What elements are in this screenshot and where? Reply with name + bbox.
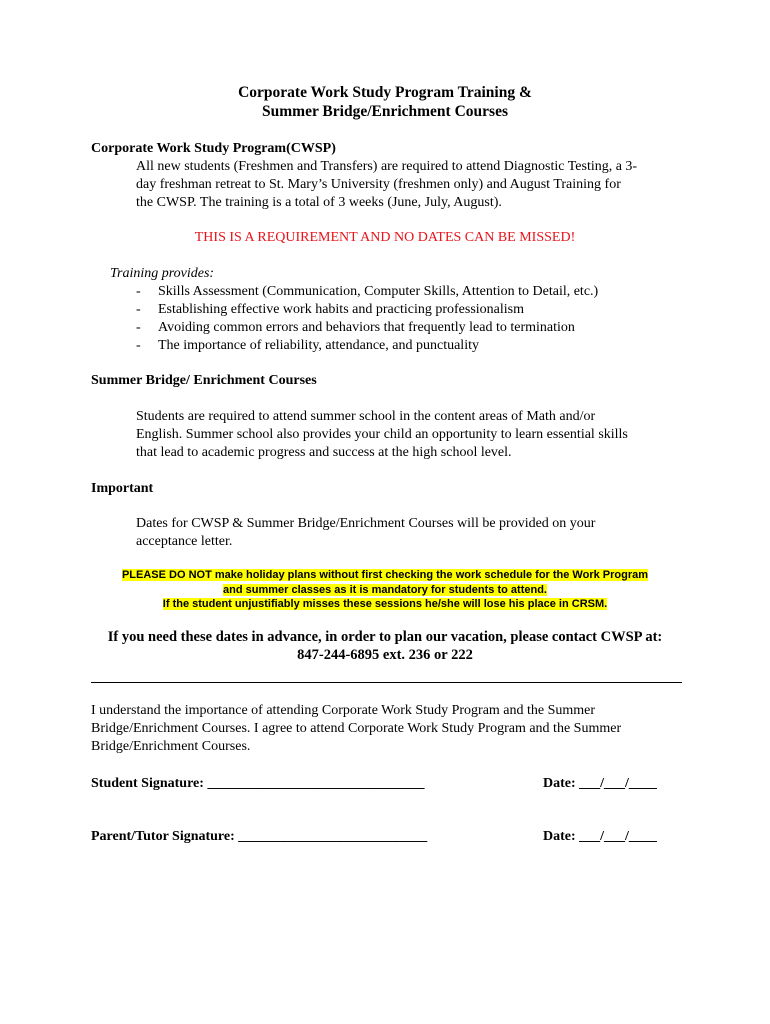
cwsp-paragraph xyxy=(136,158,696,212)
list-item xyxy=(136,301,696,319)
list-item xyxy=(136,337,696,355)
parent-signature-line[interactable]: ___________________________ xyxy=(238,829,428,844)
divider-line xyxy=(91,682,682,683)
cwsp-para-line: day freshman retreat to St. Mary’s University (freshmen only) and August Training for xyxy=(136,177,621,192)
holiday-notice xyxy=(0,568,770,612)
training-provides-label: Training provides: xyxy=(110,266,215,281)
date-label: Date: xyxy=(543,829,580,844)
training-provides-list xyxy=(136,283,696,355)
dash-bullet: - xyxy=(136,338,141,353)
contact-phone: 847-244-6895 ext. 236 or 222 xyxy=(297,647,473,663)
student-signature-field[interactable] xyxy=(91,775,424,793)
student-signature-label: Student Signature: xyxy=(91,776,208,791)
summer-para-line: Students are required to attend summer school in the content areas of Math and/or xyxy=(136,409,596,424)
date-label: Date: xyxy=(543,776,580,791)
notice-line: and summer classes as it is mandatory for students to attend. xyxy=(223,583,547,596)
requirement-warning: THIS IS A REQUIREMENT AND NO DATES CAN BE MISSED! xyxy=(194,230,576,245)
agreement-line: Bridge/Enrichment Courses. I agree to attend Corporate Work Study Program and the Summer xyxy=(91,721,622,736)
dash-bullet: - xyxy=(136,284,141,299)
parent-date-field[interactable] xyxy=(543,828,657,846)
dash-bullet: - xyxy=(136,302,141,317)
date-line[interactable]: ___/___/____ xyxy=(579,829,657,844)
contact-notice xyxy=(0,628,770,664)
list-item-text: Skills Assessment (Communication, Computer Skills, Attention to Detail, etc.) xyxy=(158,284,599,299)
cwsp-heading: Corporate Work Study Program(CWSP) xyxy=(91,141,336,156)
list-item xyxy=(136,319,696,337)
summer-para-line: that lead to academic progress and success at the high school level. xyxy=(136,445,512,460)
list-item-text: Avoiding common errors and behaviors that frequently lead to termination xyxy=(158,320,575,335)
parent-signature-field[interactable] xyxy=(91,828,427,846)
dash-bullet: - xyxy=(136,320,141,335)
student-date-field[interactable] xyxy=(543,775,657,793)
parent-signature-label: Parent/Tutor Signature: xyxy=(91,829,239,844)
agreement-line: Bridge/Enrichment Courses. xyxy=(91,739,251,754)
cwsp-para-line: the CWSP. The training is a total of 3 weeks (June, July, August). xyxy=(136,195,502,210)
notice-line: If the student unjustifiably misses these sessions he/she will lose his place in CRSM. xyxy=(162,598,608,610)
student-signature-line[interactable]: _______________________________ xyxy=(207,776,425,791)
summer-heading: Summer Bridge/ Enrichment Courses xyxy=(91,373,317,388)
summer-para-line: English. Summer school also provides your child an opportunity to learn essential skills xyxy=(136,427,628,442)
notice-line: PLEASE DO NOT make holiday plans without first checking the work schedule for the Work Program xyxy=(121,569,649,581)
important-paragraph xyxy=(136,515,696,551)
important-para-line: Dates for CWSP & Summer Bridge/Enrichment Courses will be provided on your xyxy=(136,516,596,531)
document-title xyxy=(0,83,770,121)
agreement-line: I understand the importance of attending Corporate Work Study Program and the Summer xyxy=(91,703,596,718)
important-para-line: acceptance letter. xyxy=(136,534,233,549)
cwsp-para-line: All new students (Freshmen and Transfers) are required to attend Diagnostic Testing, a 3- xyxy=(136,159,638,174)
title-line-1: Corporate Work Study Program Training & xyxy=(238,84,532,101)
important-heading: Important xyxy=(91,481,154,496)
list-item-text: The importance of reliability, attendance, and punctuality xyxy=(158,338,479,353)
list-item xyxy=(136,283,696,301)
summer-paragraph xyxy=(136,408,696,462)
agreement-statement xyxy=(91,702,691,756)
contact-line-1: If you need these dates in advance, in order to plan our vacation, please contact CWSP at: xyxy=(107,629,663,645)
list-item-text: Establishing effective work habits and practicing professionalism xyxy=(158,302,524,317)
title-line-2: Summer Bridge/Enrichment Courses xyxy=(262,103,508,120)
date-line[interactable]: ___/___/____ xyxy=(579,776,657,791)
